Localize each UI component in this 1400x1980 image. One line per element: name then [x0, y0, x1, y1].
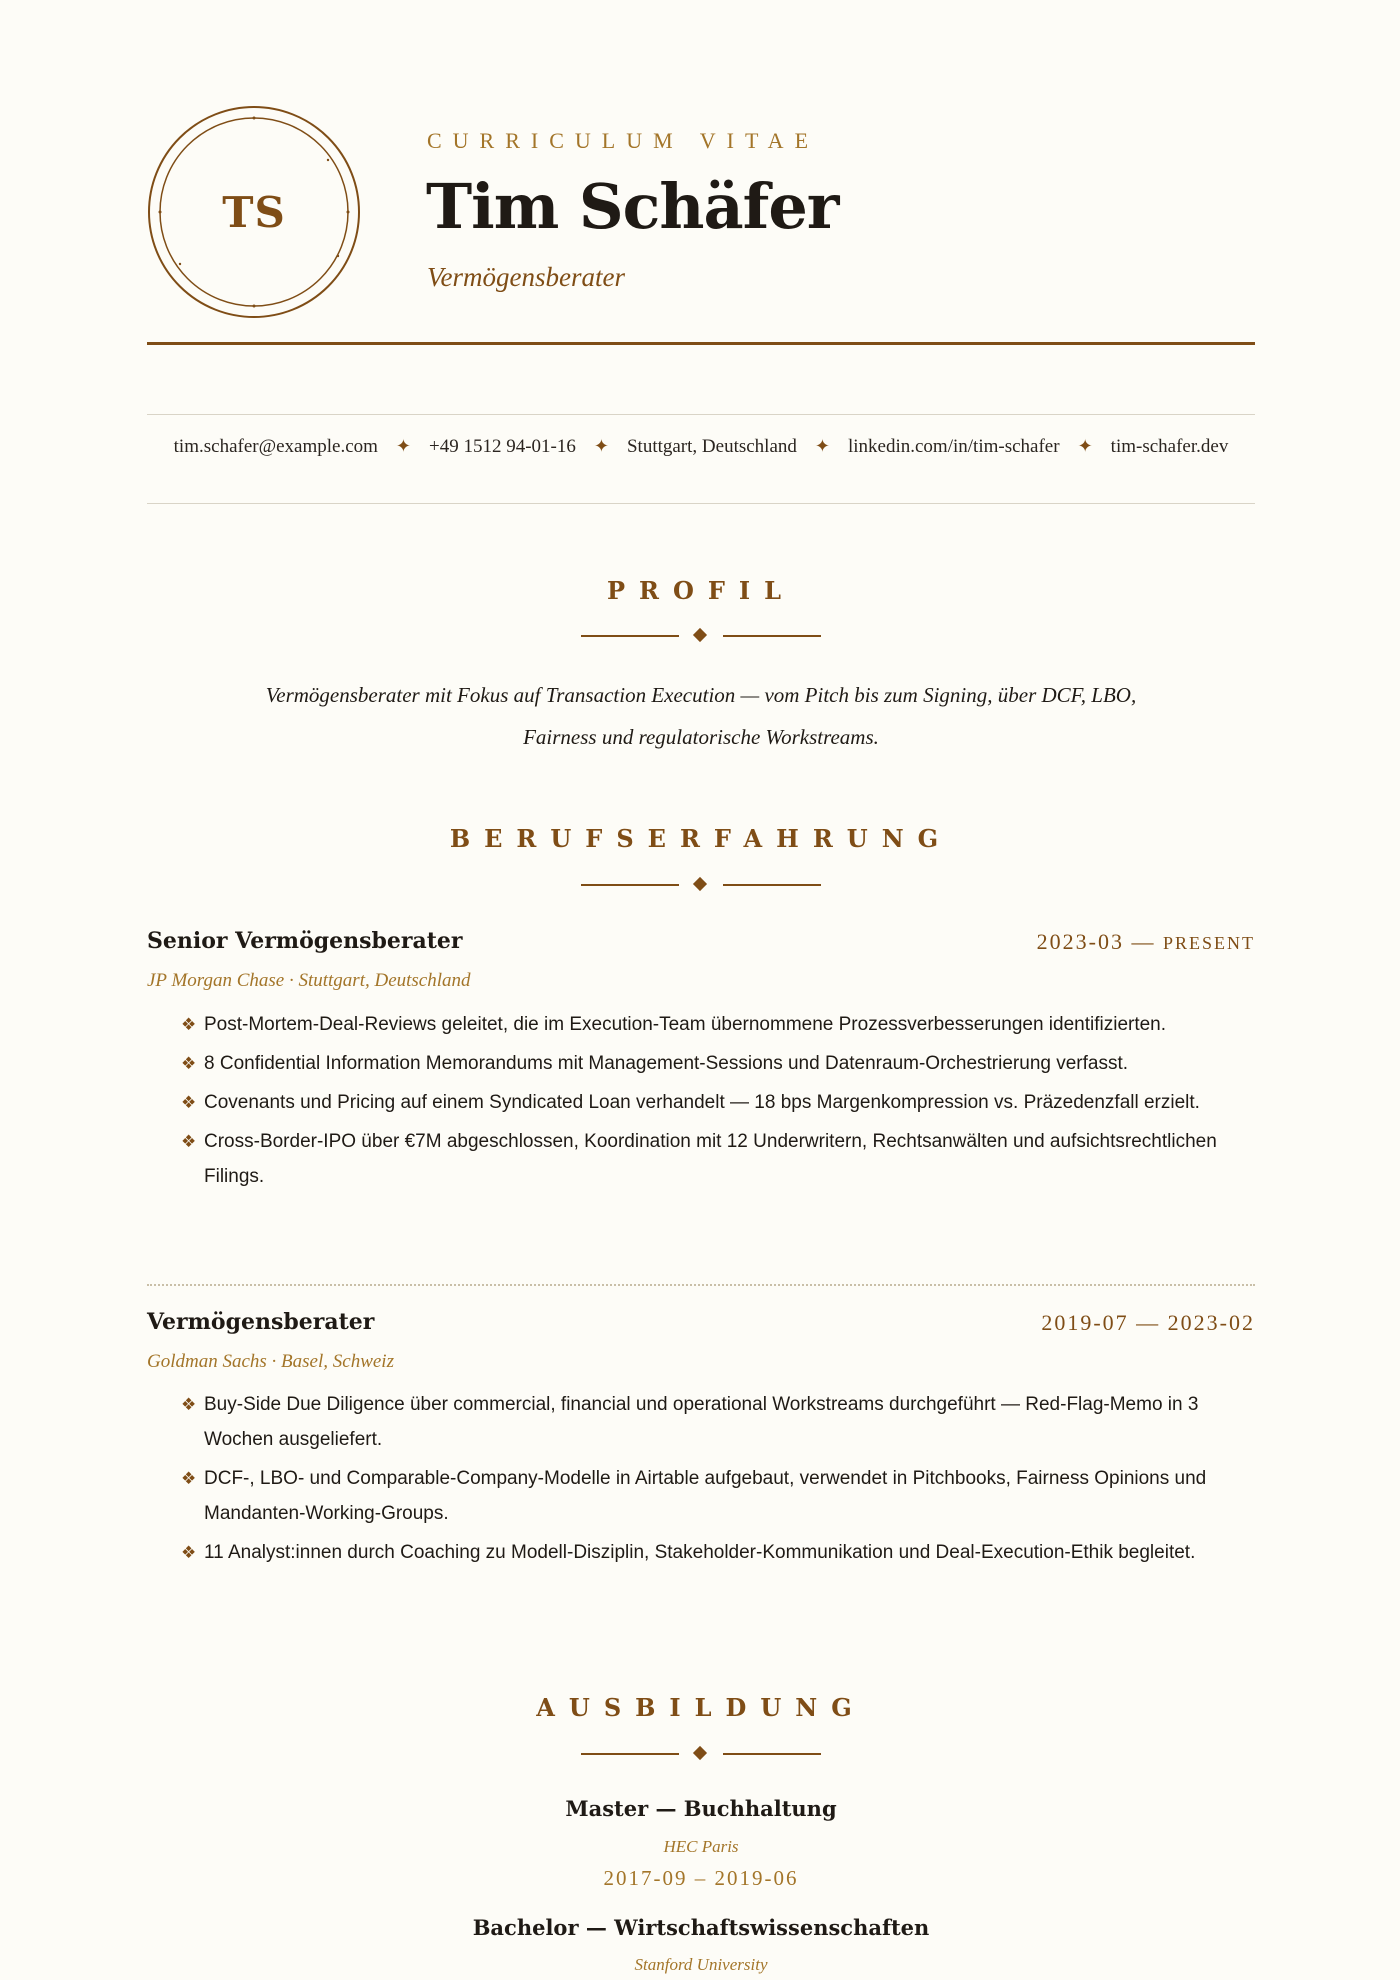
monogram-initials: TS	[222, 187, 286, 237]
list-item: ❖ Covenants und Pricing auf einem Syndicated Loan verhandelt — 18 bps Margenkompression vs. Präzedenzfall erzielt.	[181, 1085, 1255, 1120]
diamond-bullet-icon: ❖	[181, 1395, 197, 1414]
list-item: ❖ Post-Mortem-Deal-Reviews geleitet, die im Execution-Team übernommene Prozessverbesserungen identifizierten.	[181, 1007, 1255, 1042]
list-item: ❖ Cross-Border-IPO über €7M abgeschlossen, Koordination mit 12 Underwritern, Rechtsanwälten und aufsichtsrechtlichen Filings.	[181, 1124, 1255, 1194]
contact-linkedin[interactable]: linkedin.com/in/tim-schafer	[847, 436, 1060, 457]
section-title-experience: BERUFSERFAHRUNG	[449, 824, 953, 853]
diamond-bullet-icon: ❖	[181, 1543, 197, 1562]
candidate-name: Tim Schäfer	[426, 170, 839, 243]
section-title-profile: PROFIL	[606, 576, 796, 605]
diamond-bullet-icon: ❖	[181, 1132, 197, 1151]
section-title-education: AUSBILDUNG	[536, 1693, 866, 1722]
job-date: 2019-07 — 2023-02	[1041, 1310, 1255, 1335]
section-ornament	[581, 1747, 821, 1761]
education-date: 2017-09 – 2019-06	[603, 1866, 799, 1890]
diamond-icon	[693, 877, 707, 891]
diamond-bullet-icon: ❖	[181, 1054, 197, 1073]
list-item: ❖ DCF-, LBO- und Comparable-Company-Modelle in Airtable aufgebaut, verwendet in Pitchbooks, Fairness Opinions und Mandanten-Working-Groups.	[181, 1461, 1255, 1531]
contact-email[interactable]: tim.schafer@example.com	[173, 436, 378, 457]
contact-website[interactable]: tim-schafer.dev	[1110, 436, 1229, 457]
candidate-role: Vermögensberater	[427, 262, 625, 292]
header-divider	[147, 342, 1255, 345]
education-school: Stanford University	[634, 1955, 768, 1974]
contact-bar	[147, 414, 1255, 504]
education-degree: Bachelor — Wirtschaftswissenschaften	[472, 1915, 930, 1940]
job-company: JP Morgan Chase · Stuttgart, Deutschland	[147, 970, 471, 991]
section-ornament	[581, 629, 821, 643]
sparkle-icon: ✦	[814, 436, 830, 456]
list-item: ❖ 11 Analyst:innen durch Coaching zu Modell-Disziplin, Stakeholder-Kommunikation und Deal-Execution-Ethik begleitet.	[181, 1535, 1255, 1570]
contact-phone[interactable]: +49 1512 94-01-16	[429, 436, 576, 457]
sparkle-icon: ✦	[593, 436, 609, 456]
education-degree: Master — Buchhaltung	[565, 1796, 837, 1821]
job-company: Goldman Sachs · Basel, Schweiz	[147, 1351, 394, 1372]
job-divider	[147, 1284, 1255, 1286]
list-item: ❖ 8 Confidential Information Memorandums mit Management-Sessions und Datenraum-Orchestrierung verfasst.	[181, 1046, 1255, 1081]
monogram-badge	[147, 105, 361, 319]
diamond-icon	[693, 628, 707, 642]
education-school: HEC Paris	[663, 1837, 739, 1856]
diamond-bullet-icon: ❖	[181, 1015, 197, 1034]
job-bullets	[181, 1387, 1255, 1574]
job-date-end: PRESENT	[1162, 933, 1255, 953]
sparkle-icon: ✦	[395, 436, 411, 456]
job-date-start: 2023-03 —	[1036, 929, 1156, 954]
diamond-bullet-icon: ❖	[181, 1093, 197, 1112]
job-title: Vermögensberater	[147, 1309, 375, 1335]
diamond-icon	[693, 1746, 707, 1760]
job-date	[1037, 929, 1255, 955]
job-bullets	[181, 1007, 1255, 1198]
section-ornament	[581, 878, 821, 892]
contact-location: Stuttgart, Deutschland	[626, 436, 797, 457]
profile-summary: Vermögensberater mit Fokus auf Transaction Execution — vom Pitch bis zum Signing, über DCF, LBO, Fairness und regulatorische Workstreams.	[265, 683, 1137, 749]
sparkle-icon: ✦	[1077, 436, 1093, 456]
list-item: ❖ Buy-Side Due Diligence über commercial, financial und operational Workstreams durchgeführt — Red-Flag-Memo in 3 Wochen ausgeliefert.	[181, 1387, 1255, 1457]
diamond-bullet-icon: ❖	[181, 1469, 197, 1488]
document-eyebrow: CURRICULUM VITAE	[427, 128, 820, 153]
job-title: Senior Vermögensberater	[147, 928, 463, 954]
